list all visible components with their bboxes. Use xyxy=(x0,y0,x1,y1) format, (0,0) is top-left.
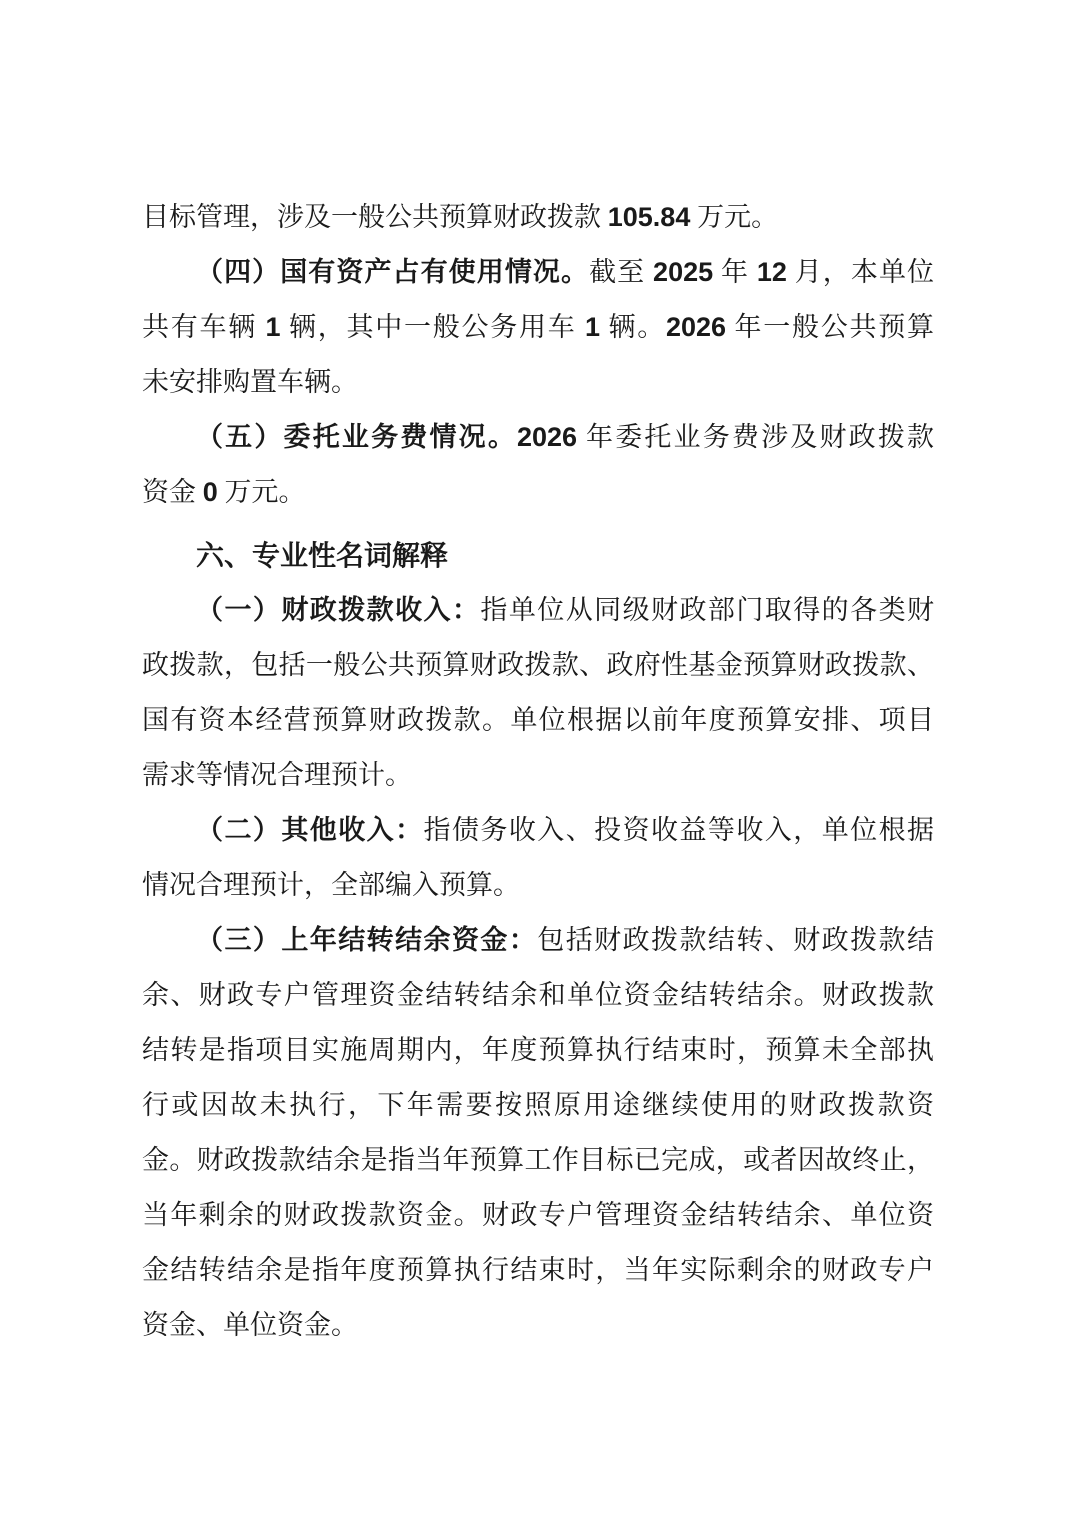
numeric-value: 12 xyxy=(756,257,787,287)
text-run: 年一般公共预算 xyxy=(726,312,935,342)
text-run: 国有资本经营预算财政拨款。单位根据以前年度预算安排、项目 xyxy=(142,705,934,735)
text-run: 当年剩余的财政拨款资金。财政专户管理资金结转结余、单位资 xyxy=(142,1200,934,1230)
para-term-carryover-funds-line-8 xyxy=(142,1298,934,1353)
text-run: 金。财政拨款结余是指当年预算工作目标已完成，或者因故终止， xyxy=(142,1145,934,1175)
numeric-value: 1 xyxy=(265,312,281,342)
text-run: 指债务收入、投资收益等收入，单位根据 xyxy=(423,815,935,845)
para-term-carryover-funds-line-4 xyxy=(142,1078,934,1133)
para-entrusted-services-line-2 xyxy=(142,465,934,520)
para-term-carryover-funds xyxy=(142,913,934,1353)
para-term-other-income-line-1 xyxy=(142,803,934,858)
text-run: 资金 xyxy=(142,477,203,507)
para-state-assets-line-3 xyxy=(142,355,934,410)
para-term-fiscal-appropriation-income-line-2 xyxy=(142,638,934,693)
term-label: （四）国有资产占有使用情况。 xyxy=(196,257,590,287)
text-run: 情况合理预计，全部编入预算。 xyxy=(142,870,520,900)
text-run: 行或因故未执行，下年需要按照原用途继续使用的财政拨款资 xyxy=(142,1090,934,1120)
numeric-value: 2026 xyxy=(665,312,727,342)
para-state-assets xyxy=(142,245,934,410)
text-run: 年 xyxy=(713,257,757,287)
para-term-other-income-line-2 xyxy=(142,858,934,913)
para-performance-continued-line-1 xyxy=(142,190,934,245)
term-label: （三）上年结转结余资金： xyxy=(196,925,538,955)
numeric-value: 2025 xyxy=(653,257,714,287)
text-run: 万元。 xyxy=(217,477,306,507)
text-run: 政拨款，包括一般公共预算财政拨款、政府性基金预算财政拨款、 xyxy=(142,650,934,680)
text-run: 目标管理，涉及一般公共预算财政拨款 xyxy=(142,202,608,232)
para-state-assets-line-2 xyxy=(142,300,934,355)
text-run: 月，本单位 xyxy=(786,257,935,287)
page-body xyxy=(142,190,934,1353)
para-term-carryover-funds-line-1 xyxy=(142,913,934,968)
para-state-assets-line-1 xyxy=(142,245,934,300)
numeric-value: 0 xyxy=(202,477,218,507)
term-label: （一）财政拨款收入： xyxy=(196,595,481,625)
para-term-carryover-funds-line-5 xyxy=(142,1133,934,1188)
numeric-value: 105.84 xyxy=(607,202,691,232)
text-run: 指单位从同级财政部门取得的各类财 xyxy=(480,595,935,625)
para-term-fiscal-appropriation-income xyxy=(142,583,934,803)
para-entrusted-services xyxy=(142,410,934,520)
term-label: （五）委托业务费情况。 xyxy=(196,422,517,452)
text-run: 未安排购置车辆。 xyxy=(142,367,358,397)
para-term-fiscal-appropriation-income-line-3 xyxy=(142,693,934,748)
para-performance-continued xyxy=(142,190,934,245)
text-run: 年委托业务费涉及财政拨款 xyxy=(577,422,935,452)
term-label: （二）其他收入： xyxy=(196,815,424,845)
para-term-carryover-funds-line-7 xyxy=(142,1243,934,1298)
numeric-value: 1 xyxy=(584,312,600,342)
para-term-other-income xyxy=(142,803,934,913)
para-term-carryover-funds-line-2 xyxy=(142,968,934,1023)
text-run: 结转是指项目实施周期内，年度预算执行结束时，预算未全部执 xyxy=(142,1035,934,1065)
text-run: 共有车辆 xyxy=(142,312,266,342)
text-run: 资金、单位资金。 xyxy=(142,1310,358,1340)
para-entrusted-services-line-1 xyxy=(142,410,934,465)
numeric-value: 2026 xyxy=(517,422,578,452)
para-term-fiscal-appropriation-income-line-4 xyxy=(142,748,934,803)
para-term-carryover-funds-line-6 xyxy=(142,1188,934,1243)
para-term-carryover-funds-line-3 xyxy=(142,1023,934,1078)
para-term-fiscal-appropriation-income-line-1 xyxy=(142,583,934,638)
text-run: 六、专业性名词解释 xyxy=(196,540,449,571)
text-run: 需求等情况合理预计。 xyxy=(142,760,412,790)
text-run: 包括财政拨款结转、财政拨款结 xyxy=(537,925,935,955)
heading-terms xyxy=(142,528,934,583)
text-run: 金结转结余是指年度预算执行结束时，当年实际剩余的财政专户 xyxy=(142,1255,934,1285)
text-run: 截至 xyxy=(589,257,654,287)
text-run: 余、财政专户管理资金结转结余和单位资金结转结余。财政拨款 xyxy=(142,980,934,1010)
heading-terms-line-1 xyxy=(142,528,934,583)
text-run: 万元。 xyxy=(690,202,779,232)
text-run: 辆，其中一般公务用车 xyxy=(280,312,585,342)
text-run: 辆。 xyxy=(599,312,666,342)
